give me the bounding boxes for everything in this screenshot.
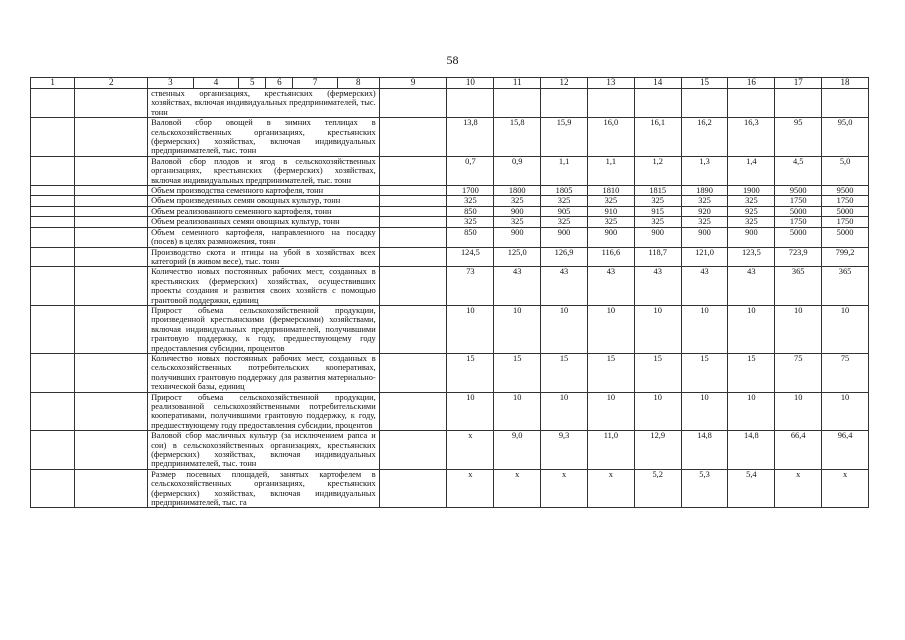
empty-cell: [75, 89, 148, 118]
value-cell: 1750: [822, 217, 869, 227]
value-cell: [775, 89, 822, 118]
value-cell: 910: [587, 206, 634, 216]
value-cell: [822, 89, 869, 118]
value-cell: 1700: [447, 186, 494, 196]
value-cell: 12,9: [634, 431, 681, 470]
empty-cell: [31, 353, 75, 392]
value-cell: 10: [822, 392, 869, 431]
empty-cell: [75, 206, 148, 216]
value-cell: 1,3: [681, 156, 728, 185]
value-cell: 325: [541, 196, 588, 206]
column-header: 16: [728, 78, 775, 89]
value-cell: 10: [494, 392, 541, 431]
value-cell: 325: [681, 196, 728, 206]
value-cell: 15: [541, 353, 588, 392]
value-cell: 325: [494, 217, 541, 227]
value-cell: 905: [541, 206, 588, 216]
empty-cell: [75, 305, 148, 353]
value-cell: 920: [681, 206, 728, 216]
value-cell: 10: [775, 392, 822, 431]
value-cell: 325: [587, 217, 634, 227]
value-cell: 10: [587, 392, 634, 431]
column-header: 13: [587, 78, 634, 89]
value-cell: х: [447, 469, 494, 508]
value-cell: х: [541, 469, 588, 508]
value-cell: 43: [681, 267, 728, 306]
indicator-description: Объем производства семенного картофеля, тонн: [148, 186, 380, 196]
indicator-description: Производство скота и птицы на убой в хозяйствах всех категорий (в живом весе), тыс. тонн: [148, 247, 380, 267]
value-cell: 43: [494, 267, 541, 306]
indicator-description: Количество новых постоянных рабочих мест, созданных в крестьянских (фермерских) хозяйствах, осуществивших проекты создания и развития своих хозяйств с помощью грантовой поддержки, единиц: [148, 267, 380, 306]
empty-cell: [31, 217, 75, 227]
value-cell: 1890: [681, 186, 728, 196]
value-cell: 16,3: [728, 118, 775, 157]
column-header: 6: [266, 78, 293, 89]
value-cell: 125,0: [494, 247, 541, 267]
value-cell: 850: [447, 227, 494, 247]
indicator-description: Валовой сбор масличных культур (за исключением рапса и сои) в сельскохозяйственных организациях, крестьянских (фермерских) хозяйствах, включая индивидуальных предпринимателей, тыс. тонн: [148, 431, 380, 470]
value-cell: 5,2: [634, 469, 681, 508]
indicator-description: Прирост объема сельскохозяйственной продукции, произведенной крестьянскими (фермерскими) хозяйствами, включая индивидуальных предпринимателей, получившими грантовую поддержку, к году, предшествующему году предоставления субсидии, процентов: [148, 305, 380, 353]
value-cell: 10: [447, 305, 494, 353]
column-header: 9: [379, 78, 447, 89]
value-cell: 9500: [775, 186, 822, 196]
value-cell: 15: [587, 353, 634, 392]
value-cell: 14,8: [681, 431, 728, 470]
value-cell: х: [775, 469, 822, 508]
indicator-description: Объем произведенных семян овощных культур, тонн: [148, 196, 380, 206]
value-cell: 5000: [775, 206, 822, 216]
value-cell: 1,2: [634, 156, 681, 185]
value-cell: 10: [681, 305, 728, 353]
value-cell: 10: [494, 305, 541, 353]
value-cell: 43: [541, 267, 588, 306]
column-header: 18: [822, 78, 869, 89]
empty-cell: [379, 217, 447, 227]
value-cell: 9,3: [541, 431, 588, 470]
value-cell: 11,0: [587, 431, 634, 470]
empty-cell: [75, 186, 148, 196]
value-cell: 925: [728, 206, 775, 216]
value-cell: 96,4: [822, 431, 869, 470]
value-cell: [728, 89, 775, 118]
table-row: [31, 305, 869, 353]
empty-cell: [379, 267, 447, 306]
value-cell: 325: [728, 196, 775, 206]
value-cell: 9,0: [494, 431, 541, 470]
value-cell: 1810: [587, 186, 634, 196]
column-header: 12: [541, 78, 588, 89]
table-row: [31, 196, 869, 206]
value-cell: 325: [447, 217, 494, 227]
empty-cell: [379, 118, 447, 157]
value-cell: 43: [728, 267, 775, 306]
value-cell: 325: [634, 217, 681, 227]
value-cell: 900: [494, 227, 541, 247]
value-cell: 66,4: [775, 431, 822, 470]
table-row: [31, 431, 869, 470]
value-cell: 43: [587, 267, 634, 306]
table-row: [31, 267, 869, 306]
value-cell: 10: [728, 392, 775, 431]
table-row: [31, 186, 869, 196]
value-cell: 75: [822, 353, 869, 392]
value-cell: 126,9: [541, 247, 588, 267]
indicator-description: Количество новых постоянных рабочих мест, созданных в сельскохозяйственных потребительских кооперативах, получивших грантовую поддержку для развития материально-технической базы, единиц: [148, 353, 380, 392]
empty-cell: [31, 118, 75, 157]
value-cell: 900: [587, 227, 634, 247]
value-cell: 116,6: [587, 247, 634, 267]
value-cell: 915: [634, 206, 681, 216]
empty-cell: [379, 469, 447, 508]
empty-cell: [379, 196, 447, 206]
empty-cell: [31, 206, 75, 216]
value-cell: 13,8: [447, 118, 494, 157]
value-cell: 365: [822, 267, 869, 306]
value-cell: 5000: [822, 206, 869, 216]
value-cell: 10: [447, 392, 494, 431]
column-header: 14: [634, 78, 681, 89]
value-cell: 1,4: [728, 156, 775, 185]
empty-cell: [75, 469, 148, 508]
value-cell: 9500: [822, 186, 869, 196]
empty-cell: [75, 431, 148, 470]
column-header: 17: [775, 78, 822, 89]
indicator-description: Объем реализованных семян овощных культур, тонн: [148, 217, 380, 227]
value-cell: [634, 89, 681, 118]
column-header: 3: [148, 78, 194, 89]
page-number: 58: [446, 53, 459, 67]
column-header: 2: [75, 78, 148, 89]
empty-cell: [75, 227, 148, 247]
empty-cell: [379, 431, 447, 470]
data-table: [30, 77, 869, 508]
empty-cell: [75, 392, 148, 431]
table-row: [31, 217, 869, 227]
value-cell: 15: [728, 353, 775, 392]
value-cell: 1900: [728, 186, 775, 196]
value-cell: 14,8: [728, 431, 775, 470]
indicator-description: Валовой сбор овощей в зимних теплицах в сельскохозяйственных организациях, крестьянских (фермерских) хозяйствах, включая индивидуальных предпринимателей, тыс. тонн: [148, 118, 380, 157]
value-cell: 73: [447, 267, 494, 306]
value-cell: 900: [681, 227, 728, 247]
empty-cell: [31, 469, 75, 508]
value-cell: 75: [775, 353, 822, 392]
value-cell: 95: [775, 118, 822, 157]
value-cell: 900: [541, 227, 588, 247]
value-cell: 0,9: [494, 156, 541, 185]
value-cell: [447, 89, 494, 118]
value-cell: [681, 89, 728, 118]
table-row: [31, 227, 869, 247]
value-cell: 900: [494, 206, 541, 216]
value-cell: 10: [541, 392, 588, 431]
empty-cell: [31, 156, 75, 185]
value-cell: 10: [634, 305, 681, 353]
empty-cell: [31, 305, 75, 353]
value-cell: 15: [447, 353, 494, 392]
empty-cell: [379, 89, 447, 118]
column-header-row: [31, 78, 869, 89]
value-cell: 15,9: [541, 118, 588, 157]
value-cell: 5000: [775, 227, 822, 247]
value-cell: 10: [587, 305, 634, 353]
value-cell: 124,5: [447, 247, 494, 267]
value-cell: 16,0: [587, 118, 634, 157]
empty-cell: [75, 247, 148, 267]
value-cell: 4,5: [775, 156, 822, 185]
empty-cell: [379, 227, 447, 247]
empty-cell: [75, 156, 148, 185]
value-cell: 10: [822, 305, 869, 353]
value-cell: 850: [447, 206, 494, 216]
value-cell: 1815: [634, 186, 681, 196]
value-cell: х: [587, 469, 634, 508]
table-row: [31, 247, 869, 267]
value-cell: 15,8: [494, 118, 541, 157]
column-header: 11: [494, 78, 541, 89]
value-cell: 900: [634, 227, 681, 247]
value-cell: 325: [681, 217, 728, 227]
empty-cell: [75, 196, 148, 206]
empty-cell: [379, 186, 447, 196]
value-cell: 15: [681, 353, 728, 392]
value-cell: 43: [634, 267, 681, 306]
indicator-description: Прирост объема сельскохозяйственной продукции, реализованной сельскохозяйственными потребительскими кооперативами, получившими грантовую поддержку, к году, предшествующему году предоставления субсидии, процентов: [148, 392, 380, 431]
empty-cell: [75, 217, 148, 227]
value-cell: 16,2: [681, 118, 728, 157]
value-cell: 1805: [541, 186, 588, 196]
empty-cell: [31, 227, 75, 247]
value-cell: 10: [681, 392, 728, 431]
empty-cell: [31, 196, 75, 206]
empty-cell: [379, 392, 447, 431]
table-row: [31, 89, 869, 118]
empty-cell: [75, 267, 148, 306]
empty-cell: [379, 305, 447, 353]
empty-cell: [379, 206, 447, 216]
table-row: [31, 206, 869, 216]
empty-cell: [31, 247, 75, 267]
indicator-description: Размер посевных площадей, занятых картофелем в сельскохозяйственных организациях, крестьянских (фермерских) хозяйствах, включая индивидуальных предпринимателей, тыс. га: [148, 469, 380, 508]
value-cell: 325: [587, 196, 634, 206]
empty-cell: [379, 353, 447, 392]
value-cell: 5,4: [728, 469, 775, 508]
value-cell: 15: [634, 353, 681, 392]
value-cell: 5000: [822, 227, 869, 247]
value-cell: 5,0: [822, 156, 869, 185]
indicator-description: Объем реализованного семенного картофеля, тонн: [148, 206, 380, 216]
value-cell: х: [447, 431, 494, 470]
value-cell: х: [822, 469, 869, 508]
value-cell: 365: [775, 267, 822, 306]
empty-cell: [31, 431, 75, 470]
empty-cell: [379, 247, 447, 267]
table-row: [31, 118, 869, 157]
value-cell: 121,0: [681, 247, 728, 267]
empty-cell: [379, 156, 447, 185]
value-cell: 16,1: [634, 118, 681, 157]
value-cell: 325: [494, 196, 541, 206]
column-header: 8: [337, 78, 379, 89]
indicator-description: ственных организациях, крестьянских (фермерских) хозяйствах, включая индивидуальных предпринимателей, тыс. тонн: [148, 89, 380, 118]
value-cell: 10: [634, 392, 681, 431]
table-row: [31, 469, 869, 508]
column-header: 15: [681, 78, 728, 89]
empty-cell: [75, 353, 148, 392]
table-row: [31, 392, 869, 431]
column-header: 1: [31, 78, 75, 89]
column-header: 7: [293, 78, 337, 89]
value-cell: 325: [541, 217, 588, 227]
empty-cell: [31, 267, 75, 306]
empty-cell: [31, 186, 75, 196]
column-header: 5: [239, 78, 266, 89]
value-cell: 10: [541, 305, 588, 353]
empty-cell: [31, 89, 75, 118]
value-cell: 900: [728, 227, 775, 247]
value-cell: 123,5: [728, 247, 775, 267]
value-cell: 325: [728, 217, 775, 227]
value-cell: [541, 89, 588, 118]
value-cell: 1,1: [541, 156, 588, 185]
value-cell: 1,1: [587, 156, 634, 185]
value-cell: 1800: [494, 186, 541, 196]
table-row: [31, 353, 869, 392]
column-header: 10: [447, 78, 494, 89]
table-row: [31, 156, 869, 185]
value-cell: 95,0: [822, 118, 869, 157]
value-cell: 5,3: [681, 469, 728, 508]
value-cell: 10: [728, 305, 775, 353]
indicator-description: Валовой сбор плодов и ягод в сельскохозяйственных организациях, крестьянских (фермерских) хозяйствах, включая индивидуальных предпринимателей, тыс. тонн: [148, 156, 380, 185]
value-cell: 325: [447, 196, 494, 206]
column-header: 4: [193, 78, 239, 89]
value-cell: 0,7: [447, 156, 494, 185]
value-cell: [587, 89, 634, 118]
empty-cell: [31, 392, 75, 431]
value-cell: 723,9: [775, 247, 822, 267]
value-cell: [494, 89, 541, 118]
value-cell: 1750: [822, 196, 869, 206]
value-cell: 799,2: [822, 247, 869, 267]
value-cell: 15: [494, 353, 541, 392]
value-cell: 118,7: [634, 247, 681, 267]
value-cell: 10: [775, 305, 822, 353]
value-cell: 1750: [775, 196, 822, 206]
empty-cell: [75, 118, 148, 157]
value-cell: х: [494, 469, 541, 508]
value-cell: 1750: [775, 217, 822, 227]
value-cell: 325: [634, 196, 681, 206]
indicator-description: Объем семенного картофеля, направленного на посадку (посев) в целях размножения, тонн: [148, 227, 380, 247]
